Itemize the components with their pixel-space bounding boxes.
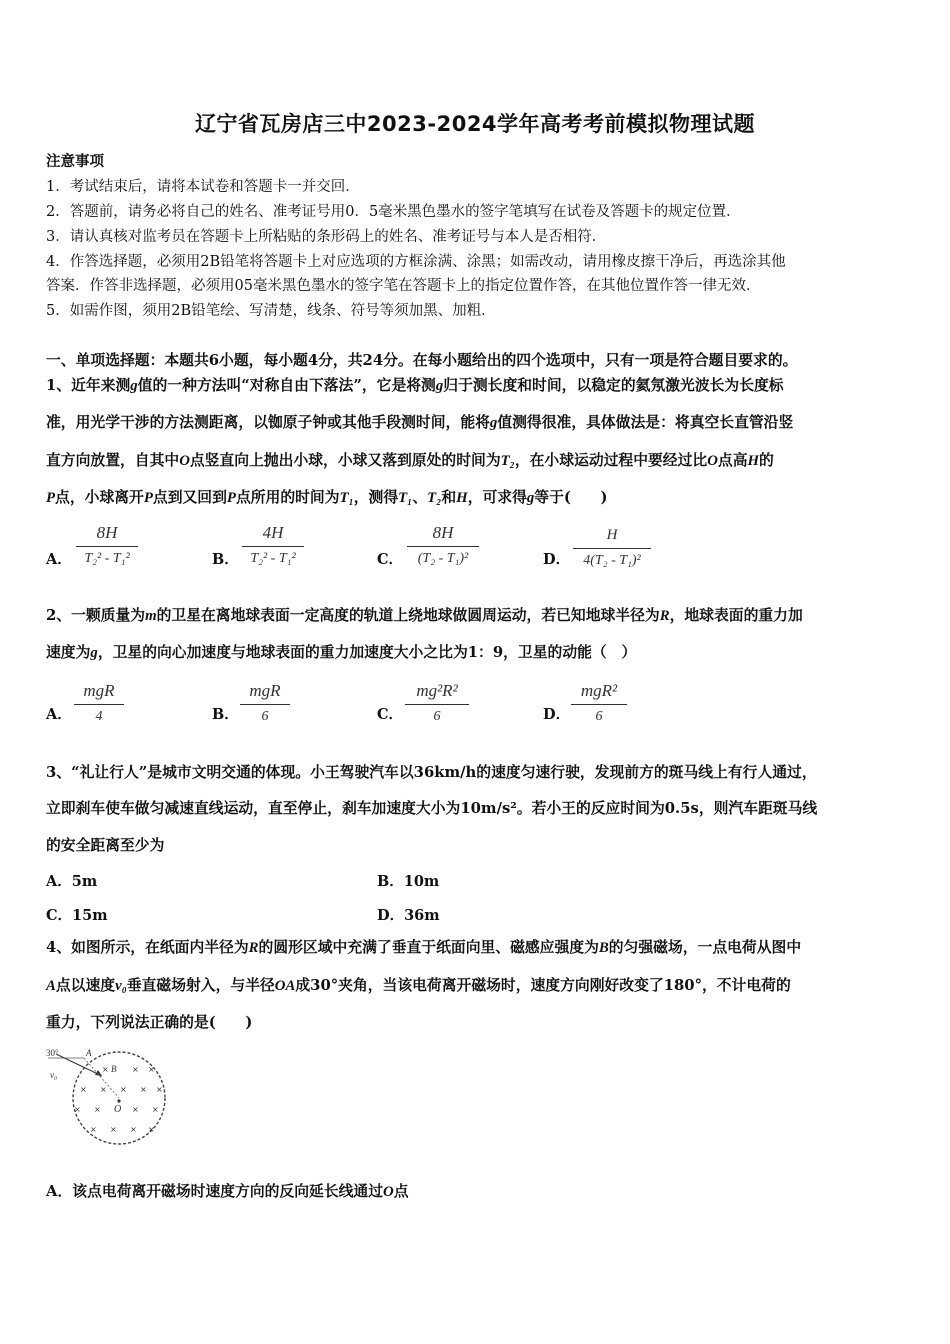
velocity-arrow-line [56, 1054, 102, 1076]
notice-item: 2．答题前，请务必将自己的姓名、准考证号用0．5毫米黑色墨水的签字笔填写在试卷及答题卡的规定位置． [46, 204, 741, 220]
svg-text:×: × [148, 1065, 155, 1074]
q3-option-a[interactable]: A．5m [46, 873, 98, 890]
notice-item: 5．如需作图，须用2B铅笔绘、写清楚，线条、符号等须加黑、加粗． [46, 303, 496, 319]
angle-label: 30° [46, 1048, 59, 1058]
svg-text:×: × [110, 1125, 117, 1134]
velocity-label: v₀ [50, 1070, 58, 1080]
center-o-label: O [114, 1104, 122, 1115]
question-1-line-2: 准，用光学干涉的方法测距离，以铷原子钟或其他手段测时间，能将g值测得很准，具体做法是：将真空长直管沿竖 [46, 414, 794, 431]
notice-item: 4．作答选择题，必须用2B铅笔将答题卡上对应选项的方框涂满、涂黑；如需改动，请用橡皮擦干净后，再选涂其他 [46, 254, 786, 270]
q3-option-c[interactable]: C．15m [46, 907, 108, 924]
svg-text:×: × [132, 1065, 139, 1074]
question-4-line-3: 重力，下列说法正确的是( ) [46, 1014, 253, 1031]
field-cross-marks [74, 1065, 163, 1134]
q3-option-b[interactable]: B．10m [377, 873, 440, 890]
question-4-line-1: 4、如图所示，在纸面内半径为R的圆形区域中充满了垂直于纸面向里、磁感应强度为B的匀强磁场，一点电荷从图中 [46, 939, 802, 956]
svg-text:×: × [90, 1125, 97, 1134]
question-2-line-1: 2、一颗质量为m的卫星在离地球表面一定高度的轨道上绕地球做圆周运动，若已知地球半径为R，地球表面的重力加 [46, 607, 803, 624]
question-3-line-1: 3、“礼让行人”是城市文明交通的体现。小王驾驶汽车以36km/h的速度匀速行驶，发现前方的斑马线上有行人通过， [46, 764, 817, 781]
q4-option-a[interactable]: A．该点电荷离开磁场时速度方向的反向延长线通过O点 [46, 1183, 409, 1200]
q1-option-a-label[interactable]: A． [46, 551, 72, 568]
svg-text:×: × [102, 1065, 109, 1074]
q2-option-d-fraction: mgR² 6 [571, 680, 627, 727]
q2-option-b-label[interactable]: B． [212, 706, 239, 723]
q2-option-b-fraction: mgR 6 [240, 680, 290, 727]
question-3-line-3: 的安全距离至少为 [46, 837, 165, 854]
page-title: 辽宁省瓦房店三中2023-2024学年高考考前模拟物理试题 [194, 112, 756, 136]
svg-text:×: × [130, 1125, 137, 1134]
notice-item: 3．请认真核对监考员在答题卡上所粘贴的条形码上的姓名、准考证号与本人是否相符． [46, 229, 607, 245]
q1-option-c-label[interactable]: C． [377, 551, 404, 568]
svg-text:×: × [132, 1105, 139, 1114]
svg-text:×: × [100, 1085, 107, 1094]
notice-item: 1．考试结束后，请将本试卷和答题卡一并交回． [46, 179, 360, 195]
q1-option-d-label[interactable]: D． [543, 551, 571, 568]
svg-text:×: × [74, 1105, 81, 1114]
q2-option-c-label[interactable]: C． [377, 706, 404, 723]
question-3-line-2: 立即刹车使车做匀减速直线运动，直至停止，刹车加速度大小为10m/s²。若小王的反应时间为0.5s，则汽车距斑马线 [46, 800, 818, 817]
question-1-line-1: 1、近年来测g值的一种方法叫“对称自由下落法”，它是将测g归于测长度和时间，以稳定的氦氖激光波长为长度标 [46, 377, 784, 394]
notice-item: 答案．作答非选择题，必须用05毫米黑色墨水的签字笔在答题卡上的指定位置作答，在其他位置作答一律无效． [46, 278, 761, 294]
q1-option-b-label[interactable]: B． [212, 551, 239, 568]
q3-option-d[interactable]: D．36m [377, 907, 440, 924]
q1-option-a-fraction: 8H T₂² - T₁² [76, 522, 138, 569]
q1-option-b-fraction: 4H T₂² - T₁² [242, 522, 304, 569]
point-a-label: A [86, 1048, 92, 1058]
svg-text:×: × [94, 1105, 101, 1114]
q2-option-c-fraction: mg²R² 6 [405, 680, 469, 727]
q1-option-d-fraction: H 4(T₂ - T₁)² [573, 524, 651, 571]
question-4-line-2: A点以速度v₀垂直磁场射入，与半径OA成30°夹角，当该电荷离开磁场时，速度方向刚好改变了180°，不计电荷的 [46, 977, 791, 994]
svg-text:×: × [152, 1105, 159, 1114]
question-1-line-3: 直方向放置，自其中O点竖直向上抛出小球，小球又落到原处的时间为T₂，在小球运动过程中要经过比O点高H的 [46, 452, 774, 469]
q2-option-a-fraction: mgR 4 [74, 680, 124, 727]
notice-heading: 注意事项 [46, 153, 104, 170]
section-heading: 一、单项选择题：本题共6小题，每小题4分，共24分。在每小题给出的四个选项中，只有一项是符合题目要求的。 [46, 352, 798, 369]
svg-text:×: × [80, 1085, 87, 1094]
magnetic-field-diagram [44, 1046, 174, 1146]
svg-text:×: × [120, 1085, 127, 1094]
field-b-label: B [111, 1064, 117, 1074]
svg-text:×: × [148, 1125, 155, 1134]
svg-text:×: × [156, 1085, 163, 1094]
q1-option-c-fraction: 8H (T₂ - T₁)² [407, 522, 479, 569]
question-2-line-2: 速度为g，卫星的向心加速度与地球表面的重力加速度大小之比为1：9，卫星的动能（ ） [46, 644, 637, 661]
question-1-line-4: P点，小球离开P点到又回到P点所用的时间为T₁，测得T₁、T₂和H，可求得g等于( ) [46, 489, 608, 506]
svg-text:×: × [140, 1085, 147, 1094]
q2-option-d-label[interactable]: D． [543, 706, 571, 723]
center-point [117, 1099, 120, 1102]
q2-option-a-label[interactable]: A． [46, 706, 72, 723]
